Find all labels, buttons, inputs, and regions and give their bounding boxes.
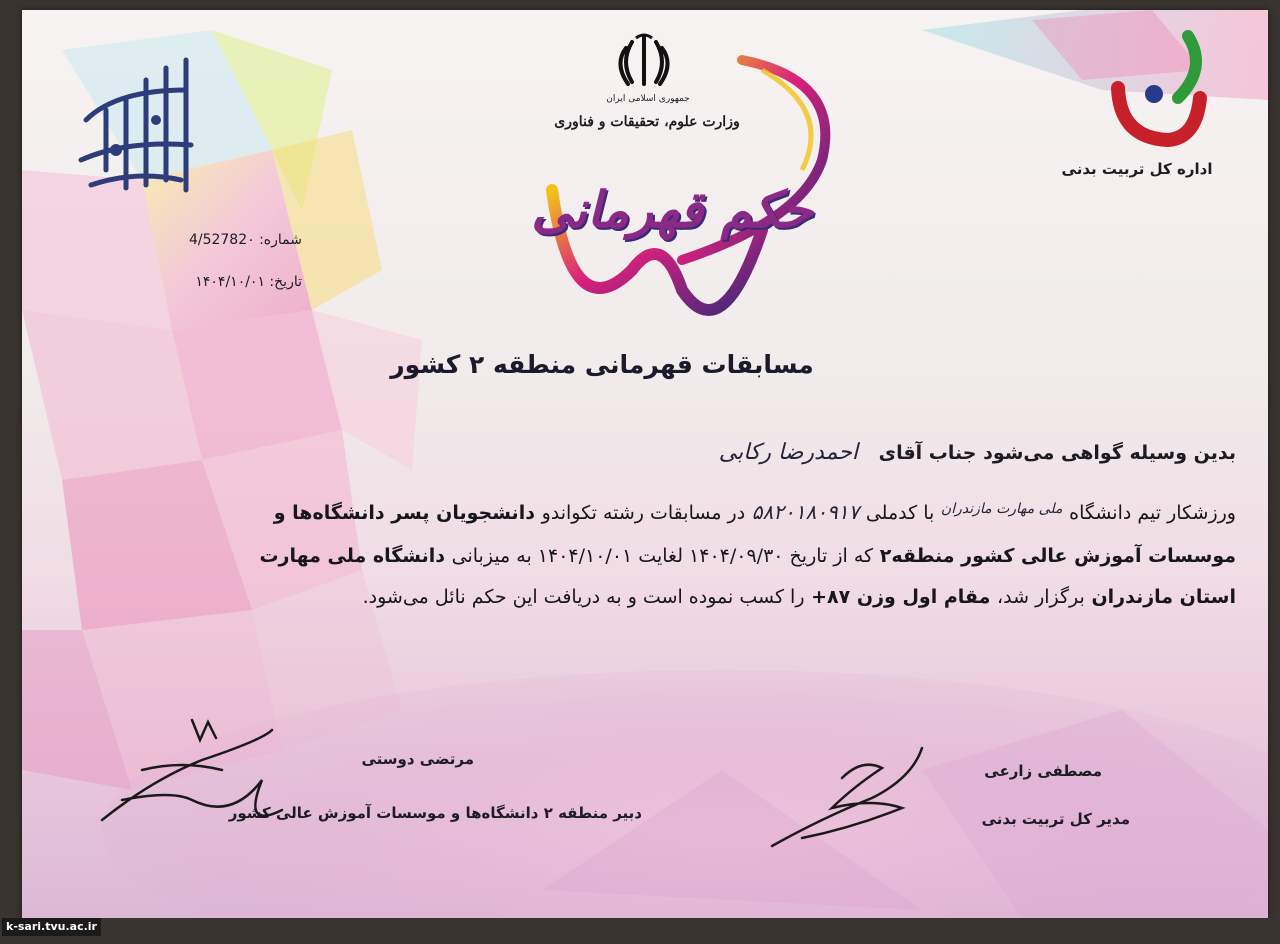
body-segment: استان مازندران xyxy=(1091,586,1236,608)
left-signer-title: دبیر منطقه ۲ دانشگاه‌ها و موسسات آموزش عالی کشور xyxy=(228,804,642,822)
body-line-3 xyxy=(76,536,1236,577)
left-signature xyxy=(82,700,292,840)
body-segment: را کسب نموده است و به دریافت این حکم نائل می‌شود. xyxy=(362,586,805,608)
body-segment: در مسابقات رشته تکواندو xyxy=(541,502,746,524)
country-text: جمهوری اسلامی ایران xyxy=(606,94,690,104)
bottom-strip xyxy=(0,918,1280,944)
ministry-name: وزارت علوم، تحقیقات و فناوری xyxy=(554,114,740,130)
body-segment: دانشگاه ملی مهارت xyxy=(259,545,446,567)
organization-name: اداره کل تربیت بدنی xyxy=(1061,160,1213,178)
date-label: تاریخ: xyxy=(269,274,302,290)
reference-number xyxy=(152,232,302,248)
date-value: ۱۴۰۴/۱۰/۰۱ xyxy=(195,274,265,290)
body-segment: موسسات آموزش عالی کشور منطقه۲ xyxy=(879,545,1236,567)
body-segment: که از تاریخ ۱۴۰۴/۰۹/۳۰ لغایت ۱۴۰۴/۱۰/۰۱ به میزبانی xyxy=(451,545,874,567)
right-signature xyxy=(762,738,932,858)
certificate xyxy=(22,10,1268,918)
university-handwritten: ملی مهارت مازندران xyxy=(940,501,1063,517)
right-signer-name: مصطفی زارعی xyxy=(984,762,1102,780)
body-line-2 xyxy=(76,492,1236,536)
body-segment: دانشجویان پسر دانشگاه‌ها و xyxy=(273,502,535,524)
certificate-body xyxy=(76,492,1236,618)
competition-subtitle: مسابقات قهرمانی منطقه ۲ کشور xyxy=(390,350,814,379)
intro-text: بدین وسیله گواهی می‌شود جناب آقای xyxy=(878,442,1236,464)
watermark-label: k-sari.tvu.ac.ir xyxy=(2,918,101,936)
recipient-name: احمدرضا رکابی xyxy=(718,440,859,465)
certificate-title: حکم قهرمانی xyxy=(531,180,813,239)
number-label: شماره: xyxy=(259,232,302,248)
right-signer-title: مدیر کل تربیت بدنی xyxy=(981,810,1130,828)
student-sport-organization-logo xyxy=(56,50,206,200)
body-segment: با کدملی xyxy=(865,502,935,524)
body-segment: ورزشکار تیم دانشگاه xyxy=(1069,502,1236,524)
physical-education-logo xyxy=(1108,28,1218,148)
national-id: ۵۸۲۰۱۸۰۹۱۷ xyxy=(751,500,860,524)
recipient-line xyxy=(442,440,1236,465)
body-segment: مقام اول وزن ۸۷+ xyxy=(811,586,991,608)
body-segment: برگزار شد، xyxy=(997,586,1085,608)
number-value: 4/52782۰ xyxy=(188,232,255,248)
body-line-4 xyxy=(76,577,1236,618)
issue-date xyxy=(152,274,302,290)
left-signer-name: مرتضی دوستی xyxy=(361,750,474,768)
